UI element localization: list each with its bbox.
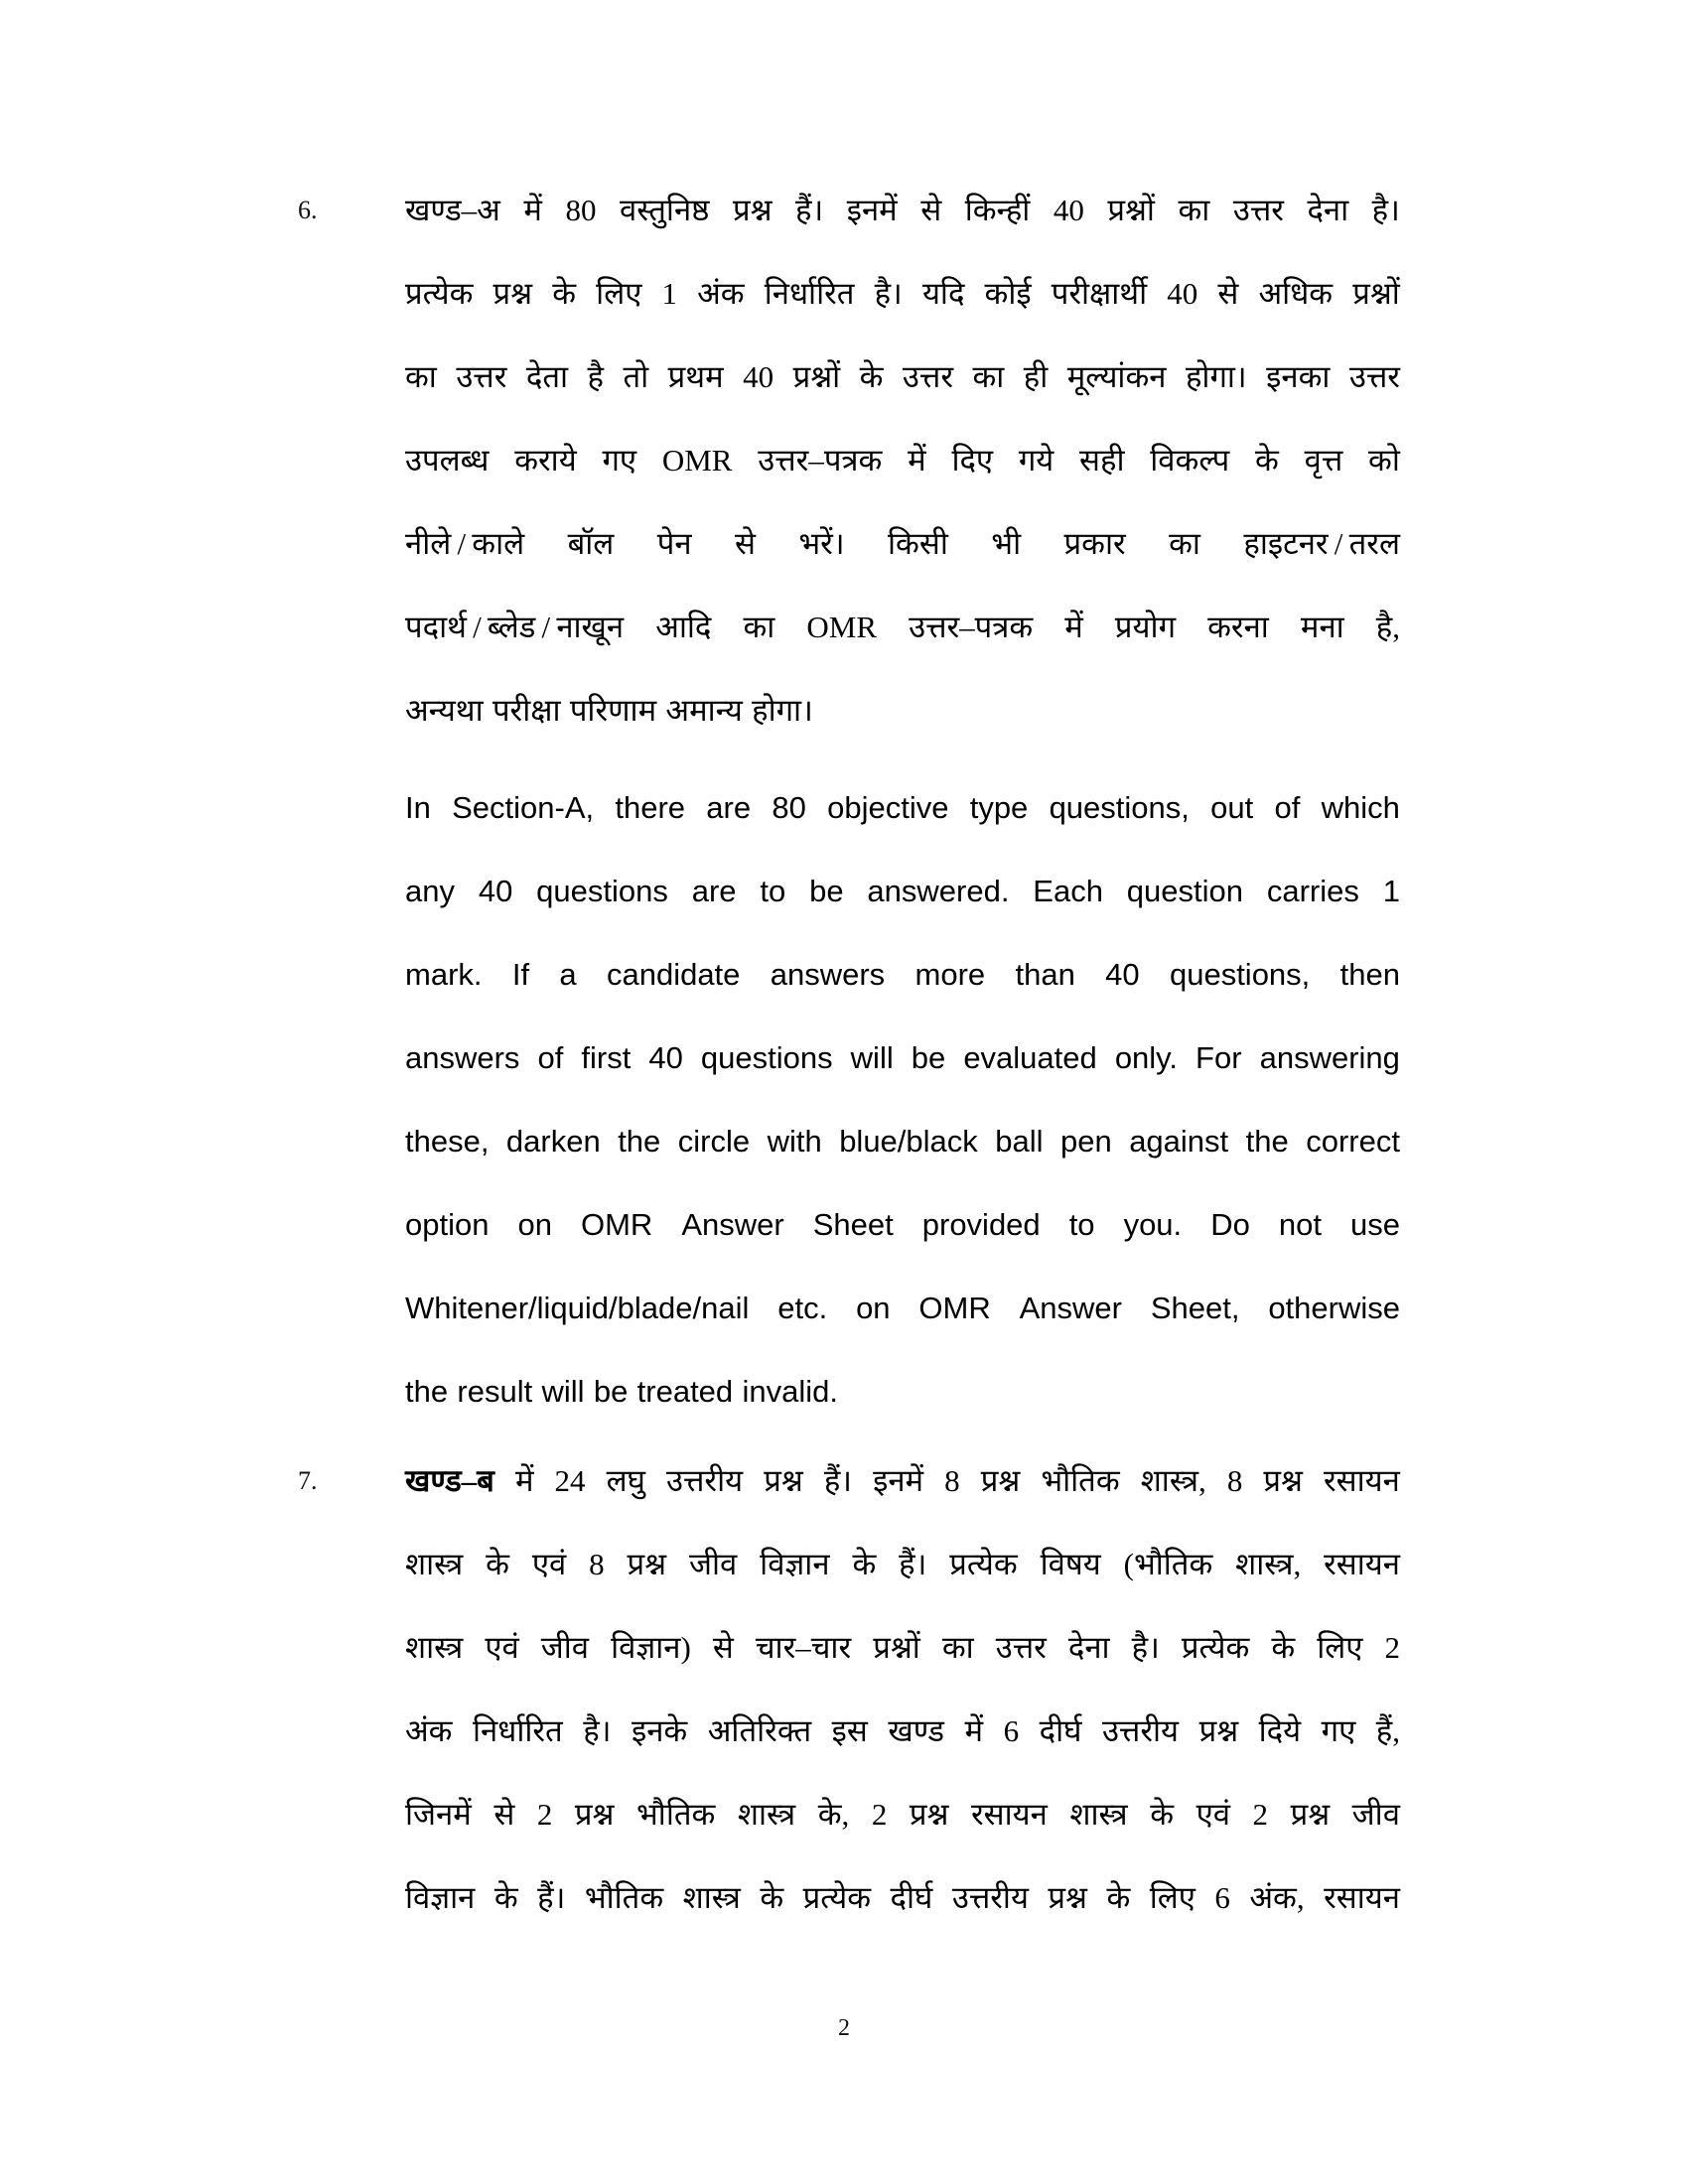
- word: उत्तर–पत्रक: [909, 610, 1034, 644]
- word: 1: [661, 276, 677, 311]
- instruction-item-body: [405, 1439, 1400, 1940]
- word: प्रकार: [1063, 526, 1126, 561]
- word: निर्धारित: [764, 276, 855, 311]
- word: answering: [1259, 1040, 1400, 1075]
- word: be: [809, 874, 844, 908]
- word: pen: [1059, 1124, 1112, 1159]
- word: the: [618, 1124, 661, 1159]
- word: भौतिक: [636, 1797, 716, 1832]
- word: etc.: [777, 1291, 828, 1325]
- instruction-item-number: 7.: [298, 1466, 318, 1495]
- word: प्रश्न: [1198, 1713, 1239, 1748]
- text-line: [405, 252, 1400, 336]
- word: एवं: [531, 1547, 567, 1581]
- word: उत्तर–पत्रक: [758, 443, 883, 478]
- word: इनके: [631, 1713, 688, 1748]
- word: विज्ञान): [611, 1630, 691, 1665]
- word: के: [1255, 443, 1279, 478]
- word: विज्ञान: [760, 1547, 830, 1581]
- word: the: [405, 1374, 449, 1409]
- instruction-item: [298, 1439, 1400, 1940]
- text-line: [405, 933, 1400, 1017]
- word: जीव: [689, 1547, 738, 1581]
- word: रसायन: [1324, 1547, 1400, 1581]
- word: 40: [743, 359, 774, 394]
- word: हैं,: [1375, 1713, 1400, 1748]
- word: अतिरिक्त: [707, 1713, 812, 1748]
- word: उत्तरीय: [1101, 1713, 1180, 1748]
- word: लघु: [606, 1463, 645, 1498]
- word: 40: [1167, 276, 1198, 311]
- word: प्रश्नों: [873, 1630, 920, 1665]
- text-line: [405, 669, 1400, 752]
- word: 2: [871, 1797, 888, 1832]
- word: देता: [525, 359, 569, 394]
- word: मूल्यांकन: [1066, 359, 1167, 394]
- text-line: [405, 1267, 1400, 1350]
- word: के: [493, 1880, 518, 1915]
- word: blue/black: [839, 1124, 978, 1159]
- word: उत्तरीय: [951, 1880, 1029, 1915]
- word: का: [743, 610, 775, 644]
- word: मना: [1300, 610, 1344, 644]
- word: objective: [827, 790, 949, 825]
- word: questions,: [1049, 790, 1190, 825]
- word: है।: [1131, 1630, 1160, 1665]
- word: पेन: [656, 526, 692, 561]
- text-line: [405, 419, 1400, 502]
- paragraph-hindi: [405, 1439, 1400, 1940]
- word: उत्तर: [1348, 359, 1400, 394]
- word: हैं।: [537, 1880, 566, 1915]
- word: निर्धारित: [473, 1713, 563, 1748]
- word: के,: [817, 1797, 850, 1832]
- word: में: [964, 1713, 984, 1748]
- word: शास्त्र: [1069, 1797, 1128, 1832]
- word: का: [1169, 526, 1200, 561]
- word: OMR: [918, 1291, 991, 1325]
- word: में: [1064, 610, 1083, 644]
- word: questions,: [1169, 957, 1311, 992]
- word: question: [1126, 874, 1244, 908]
- word: गए: [602, 443, 637, 478]
- text-line: [405, 1773, 1400, 1856]
- word: 40: [1105, 957, 1140, 992]
- word: 1: [1382, 874, 1400, 908]
- word: there: [615, 790, 686, 825]
- word: रसायन: [970, 1797, 1048, 1832]
- word: Whitener/liquid/blade/nail: [405, 1291, 750, 1325]
- word: एवं: [485, 1630, 519, 1665]
- word: you.: [1123, 1207, 1183, 1242]
- word: प्रश्न: [492, 276, 533, 311]
- word: का: [1178, 193, 1210, 227]
- word: then: [1339, 957, 1400, 992]
- word: है।: [583, 1713, 612, 1748]
- text-line: [405, 169, 1400, 252]
- word: वृत्त: [1304, 443, 1343, 478]
- word: OMR: [806, 610, 878, 644]
- word: than: [1015, 957, 1075, 992]
- word: प्रत्येक: [802, 1880, 872, 1915]
- word: of: [537, 1040, 564, 1075]
- word: 6: [1003, 1713, 1020, 1748]
- instruction-item: [298, 169, 1400, 1433]
- word: के: [760, 1880, 784, 1915]
- instruction-item-body: [405, 169, 1400, 1433]
- word: है: [587, 359, 604, 394]
- paragraph-gap: [405, 752, 1400, 766]
- word: इनमें: [873, 1463, 924, 1498]
- word: किन्हीं: [964, 193, 1031, 227]
- word: 2: [1384, 1630, 1400, 1665]
- word: against: [1129, 1124, 1229, 1159]
- word: only.: [1114, 1040, 1178, 1075]
- word: बॉल: [567, 526, 615, 561]
- word: ball: [995, 1124, 1044, 1159]
- word: Each: [1033, 874, 1103, 908]
- word: लिए: [1149, 1880, 1196, 1915]
- instruction-item-number: 6.: [298, 196, 318, 224]
- text-line: [405, 1523, 1400, 1606]
- text-line: [405, 502, 1400, 586]
- word: से: [1217, 276, 1239, 311]
- word: Do: [1210, 1207, 1250, 1242]
- word: इस: [831, 1713, 868, 1748]
- word: प्रश्न: [1048, 1880, 1087, 1915]
- word: to: [760, 874, 786, 908]
- word: कराये: [514, 443, 577, 478]
- word: प्रश्न: [764, 1463, 803, 1498]
- word: Answer: [1019, 1291, 1122, 1325]
- word: 40: [1053, 193, 1084, 227]
- word: के: [1271, 1630, 1296, 1665]
- word: दिए: [951, 443, 994, 478]
- word: प्रश्न: [574, 1797, 615, 1832]
- word: लिए: [596, 276, 642, 311]
- word: देना: [1067, 1630, 1110, 1665]
- word: answers: [770, 957, 886, 992]
- word: प्रश्न: [732, 193, 773, 227]
- word: परीक्षा: [492, 693, 561, 728]
- word: प्रश्न: [1290, 1797, 1331, 1832]
- word: से: [712, 1630, 734, 1665]
- word: में: [514, 1463, 534, 1498]
- word: 80: [772, 790, 806, 825]
- word: से: [920, 193, 942, 227]
- word: लिए: [1317, 1630, 1363, 1665]
- text-line: [405, 1017, 1400, 1100]
- word: 6: [1214, 1880, 1230, 1915]
- word: उत्तर: [456, 359, 507, 394]
- word: गए: [1321, 1713, 1356, 1748]
- word: प्रश्न: [980, 1463, 1021, 1498]
- word: questions: [700, 1040, 833, 1075]
- word: candidate: [606, 957, 741, 992]
- word: है।: [1371, 193, 1400, 227]
- word: होगा।: [1185, 359, 1247, 394]
- word: दिये: [1258, 1713, 1302, 1748]
- word: जीव: [540, 1630, 590, 1665]
- word: प्रथम: [667, 359, 724, 394]
- word: be: [593, 1374, 629, 1409]
- word: जीव: [1351, 1797, 1400, 1832]
- word: दीर्घ: [1039, 1713, 1082, 1748]
- text-line: [405, 1690, 1400, 1773]
- word: अधिक: [1258, 276, 1334, 311]
- word: उत्तर: [902, 359, 953, 394]
- word: be: [911, 1040, 946, 1075]
- word: शास्त्र: [405, 1630, 464, 1665]
- word: प्रत्येक: [949, 1547, 1018, 1581]
- word: प्रश्नों: [792, 359, 841, 394]
- word: Answer: [681, 1207, 784, 1242]
- text-line: [405, 1350, 1400, 1433]
- word: correct: [1306, 1124, 1400, 1159]
- word: आदि: [655, 610, 712, 644]
- page-number: 2: [838, 2015, 850, 2041]
- word: नीले / काले: [405, 526, 525, 561]
- word: the: [1245, 1124, 1289, 1159]
- word: with: [767, 1124, 822, 1159]
- text-line: [405, 1100, 1400, 1183]
- word: भी: [991, 526, 1022, 561]
- word: खण्ड–ब: [405, 1463, 494, 1498]
- word: यदि: [921, 276, 965, 311]
- word: पदार्थ / ब्लेड / नाखून: [405, 610, 625, 644]
- word: के: [852, 1547, 877, 1581]
- word: Section-A,: [452, 790, 595, 825]
- word: which: [1321, 790, 1400, 825]
- word: के: [552, 276, 577, 311]
- word: option: [405, 1207, 490, 1242]
- word: प्रश्नों: [1107, 193, 1155, 227]
- word: answered.: [867, 874, 1010, 908]
- word: के: [859, 359, 884, 394]
- word: परीक्षार्थी: [1051, 276, 1148, 311]
- word: विषय: [1040, 1547, 1101, 1581]
- word: एवं: [1196, 1797, 1230, 1832]
- word: are: [706, 790, 752, 825]
- word: खण्ड: [888, 1713, 945, 1748]
- word: will: [541, 1374, 585, 1409]
- word: to: [1068, 1207, 1095, 1242]
- word: first: [581, 1040, 632, 1075]
- word: Sheet: [812, 1207, 894, 1242]
- word: darken: [505, 1124, 601, 1159]
- word: otherwise: [1268, 1291, 1400, 1325]
- word: में: [523, 193, 542, 227]
- text-line: [405, 336, 1400, 419]
- word: कोई: [984, 276, 1032, 311]
- word: शास्त्र: [682, 1880, 741, 1915]
- word: questions: [536, 874, 668, 908]
- word: For: [1196, 1040, 1242, 1075]
- word: प्रश्न: [909, 1797, 949, 1832]
- word: अमान्य: [665, 693, 743, 728]
- text-line: [405, 766, 1400, 850]
- word: सही: [1079, 443, 1125, 478]
- word: जिनमें: [405, 1797, 472, 1832]
- word: 2: [536, 1797, 553, 1832]
- word: इनमें: [846, 193, 898, 227]
- word: these,: [405, 1124, 490, 1159]
- word: 8: [1226, 1463, 1243, 1498]
- word: Sheet,: [1150, 1291, 1240, 1325]
- word: use: [1349, 1207, 1400, 1242]
- word: शास्त्र,: [1140, 1463, 1206, 1498]
- word: answers: [405, 1040, 520, 1075]
- word: result: [457, 1374, 533, 1409]
- word: प्रयोग: [1114, 610, 1177, 644]
- word: more: [914, 957, 986, 992]
- word: परिणाम: [569, 693, 657, 728]
- word: विज्ञान: [405, 1880, 476, 1915]
- word: ही: [1023, 359, 1049, 394]
- word: प्रश्न: [627, 1547, 667, 1581]
- word: तो: [623, 359, 649, 394]
- word: In: [405, 790, 431, 825]
- word: के: [486, 1547, 509, 1581]
- word: से: [734, 526, 756, 561]
- word: हैं।: [795, 193, 824, 227]
- word: से: [493, 1797, 515, 1832]
- word: का: [941, 1630, 974, 1665]
- word: भौतिक: [1041, 1463, 1120, 1498]
- word: अंक,: [1249, 1880, 1305, 1915]
- word: of: [1274, 790, 1301, 825]
- word: भरें।: [798, 526, 845, 561]
- page-content: [298, 169, 1400, 1946]
- word: है,: [1375, 610, 1400, 644]
- word: भौतिक: [584, 1880, 664, 1915]
- word: 24: [554, 1463, 586, 1498]
- word: उत्तर: [995, 1630, 1047, 1665]
- word: उत्तरीय: [666, 1463, 744, 1498]
- word: 2: [1252, 1797, 1269, 1832]
- word: के: [1150, 1797, 1175, 1832]
- word: विकल्प: [1150, 443, 1230, 478]
- text-line: [405, 1439, 1400, 1523]
- word: करना: [1207, 610, 1269, 644]
- word: a: [559, 957, 577, 992]
- word: शास्त्र: [737, 1797, 796, 1832]
- word: चार–चार: [755, 1630, 852, 1665]
- word: को: [1368, 443, 1400, 478]
- word: 40: [478, 874, 513, 908]
- word: उपलब्ध: [405, 443, 490, 478]
- word: out: [1210, 790, 1254, 825]
- word: प्रत्येक: [1181, 1630, 1250, 1665]
- word: होगा।: [752, 693, 813, 728]
- word: हाइटनर / तरल: [1243, 526, 1400, 561]
- word: का: [972, 359, 1005, 394]
- word: वस्तुनिष्ठ: [619, 193, 710, 227]
- word: खण्ड–अ: [405, 193, 500, 227]
- word: हैं।: [899, 1547, 927, 1581]
- word: OMR: [661, 443, 733, 478]
- word: गये: [1018, 443, 1055, 478]
- text-line: [405, 850, 1400, 933]
- word: रसायन: [1324, 1463, 1400, 1498]
- word: प्रश्नों: [1352, 276, 1400, 311]
- word: रसायन: [1324, 1880, 1400, 1915]
- word: on: [856, 1291, 891, 1325]
- text-line: [405, 586, 1400, 669]
- word: अंक: [697, 276, 745, 311]
- text-line: [405, 1183, 1400, 1267]
- word: invalid.: [742, 1374, 838, 1409]
- word: प्रत्येक: [405, 276, 474, 311]
- paragraph-hindi: [405, 169, 1400, 752]
- word: अन्यथा: [405, 693, 484, 728]
- word: carries: [1266, 874, 1359, 908]
- word: are: [691, 874, 737, 908]
- word: इनका: [1266, 359, 1331, 394]
- word: any: [405, 874, 455, 908]
- word: शास्त्र: [405, 1547, 464, 1581]
- word: provided: [921, 1207, 1041, 1242]
- word: will: [850, 1040, 894, 1075]
- word: दीर्घ: [890, 1880, 933, 1915]
- word: on: [517, 1207, 552, 1242]
- word: देना: [1307, 193, 1349, 227]
- text-line: [405, 1606, 1400, 1690]
- word: evaluated: [963, 1040, 1097, 1075]
- word: अंक: [405, 1713, 453, 1748]
- word: है।: [874, 276, 903, 311]
- word: में: [908, 443, 926, 478]
- word: (भौतिक: [1123, 1547, 1213, 1581]
- word: का: [405, 359, 437, 394]
- word: शास्त्र,: [1235, 1547, 1302, 1581]
- word: type: [969, 790, 1029, 825]
- word: 8: [589, 1547, 605, 1581]
- word: 40: [648, 1040, 683, 1075]
- word: किसी: [888, 526, 948, 561]
- word: प्रश्न: [1263, 1463, 1303, 1498]
- word: उत्तर: [1232, 193, 1284, 227]
- word: OMR: [580, 1207, 653, 1242]
- text-line: [405, 1856, 1400, 1940]
- word: हैं।: [823, 1463, 853, 1498]
- word: circle: [677, 1124, 751, 1159]
- word: If: [511, 957, 530, 992]
- word: treated: [636, 1374, 734, 1409]
- word: के: [1106, 1880, 1131, 1915]
- word: 80: [565, 193, 597, 227]
- word: 8: [944, 1463, 960, 1498]
- word: not: [1278, 1207, 1322, 1242]
- word: mark.: [405, 957, 483, 992]
- paragraph-english: [405, 766, 1400, 1433]
